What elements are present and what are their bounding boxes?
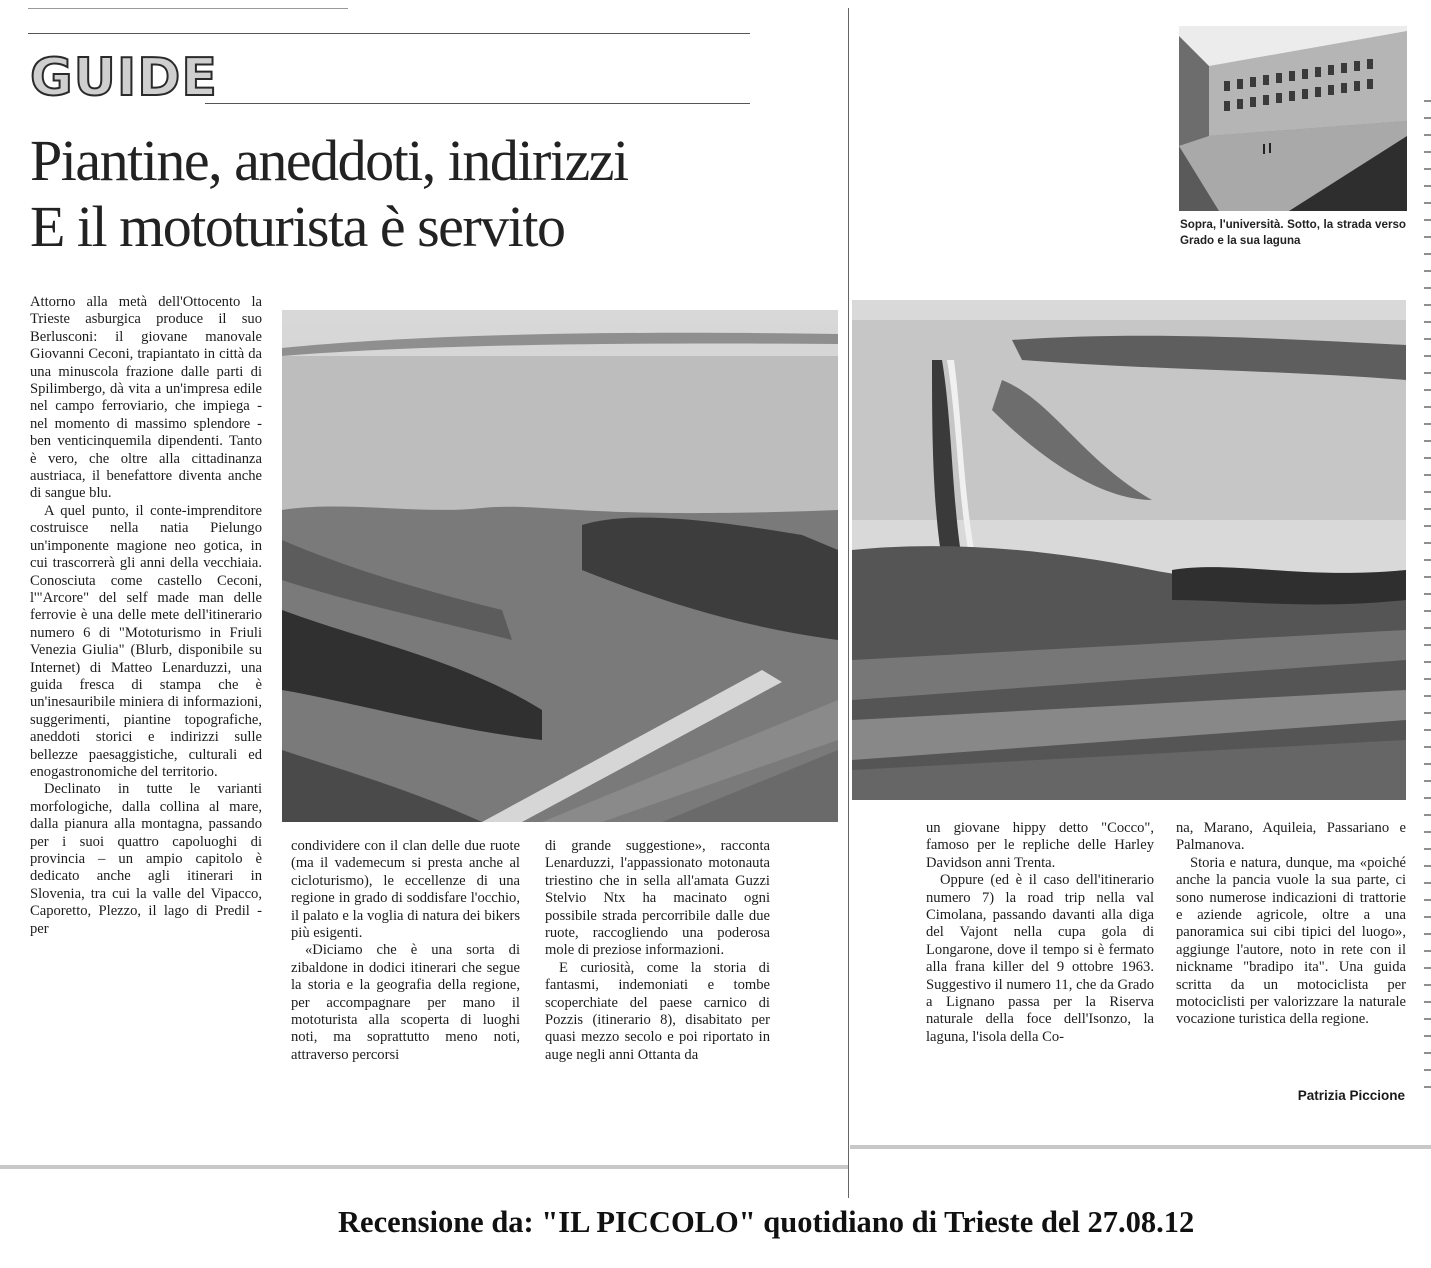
col3-paragraph-2: E curiosità, come la storia di fantasmi, indemoniati e tombe scoperchiate del paese carnico di Pozzis (itinerario 8), disabitato per quasi mezzo secolo e poi riportato in auge negli anni Ottanta da [545, 959, 770, 1063]
article-column-3 [545, 838, 770, 1064]
article-column-4 [926, 820, 1154, 1046]
header-rule-top [28, 33, 750, 34]
col4-paragraph-1: un giovane hippy detto "Cocco", famoso per le repliche delle Harley Davidson anni Trenta. [926, 820, 1154, 871]
byline: Patrizia Piccione [1297, 1088, 1405, 1103]
header-rule-bottom [205, 103, 750, 104]
photo-lagoon-left [282, 310, 838, 822]
photo-lagoon-left-graphic [282, 310, 838, 822]
headline-line-2: E il mototurista è servito [30, 194, 565, 259]
col1-paragraph-1: Attorno alla metà dell'Ottocento la Trieste asburgica produce il suo Berlusconi: il giovane manovale Giovanni Ceconi, trapiantato in città da una minuscola frazione dalle parti di Spilimbergo, dà vita a un'impresa edile nel campo ferroviario, che impiega - nel momento di massimo splendore - ben venticinquemila dipendenti. Tanto è vero, che oltre alla cittadinanza austriaca, il benefattore diventa anche di sangue blu. [30, 294, 262, 502]
photo-caption: Sopra, l'università. Sotto, la strada verso Grado e la sua laguna [1180, 218, 1406, 247]
photo-lagoon-right [852, 300, 1406, 800]
col3-paragraph-1: di grande suggestione», racconta Lenarduzzi, l'appassionato motonauta triestino che in sella all'amata Guzzi Stelvio Ntx ha macinato ogni possibile strada percorribile dalle due ruote, raccogliendo una poderosa mole di preziose informazioni. [545, 838, 770, 959]
photo-university-graphic [1179, 26, 1407, 211]
review-source-footer: Recensione da: "IL PICCOLO" quotidiano di Trieste del 27.08.12 [338, 1205, 1195, 1239]
col1-paragraph-3: Declinato in tutte le varianti morfologiche, dalla collina al mare, dalla pianura alla montagna, passando per i suoi quattro capoluoghi di provincia – un ampio capitolo è dedicato anche agli itinerari in Slovenia, tra cui la valle del Vipacco, Caporetto, Plezzo, il lago di Predil - per [30, 781, 262, 937]
bottom-rule-left [0, 1165, 848, 1169]
article-column-2 [291, 838, 520, 1064]
col4-paragraph-2: Oppure (ed è il caso dell'itinerario numero 7) la road trip nella val Cimolana, passando davanti alla diga del Vajont nella cupa gola di Longarone, dove il tempo si è fermato alla frana killer del 9 ottobre 1963. Suggestivo il numero 11, che da Grado a Lignano passa per la Riserva naturale della foce dell'Isonzo, la laguna, l'isola della Co- [926, 872, 1154, 1045]
top-rule-left [28, 8, 348, 9]
headline [30, 128, 810, 260]
photo-university [1179, 26, 1407, 211]
photo-lagoon-right-graphic [852, 300, 1406, 800]
page-fold-line [848, 8, 849, 1198]
headline-line-1: Piantine, aneddoti, indirizzi [30, 128, 628, 193]
bottom-rule-right [850, 1145, 1431, 1149]
col2-paragraph-1: condividere con il clan delle due ruote (ma il vademecum si presta anche al cicloturismo), le eccellenze di una regione in grado di soddisfare l'occhio, il palato e la voglia di natura dei bikers più esigenti. [291, 838, 520, 942]
adjacent-column-edge [1424, 100, 1431, 1100]
article-column-1 [30, 294, 262, 938]
col5-paragraph-2: Storia e natura, dunque, ma «poiché anche la pancia vuole la sua parte, ci sono numerose indicazioni di trattorie e aziende agricole, oltre a una panoramica sui cibi tipici del luogo», aggiunge l'autore, noto in rete con il nickname "bradipo ita". Una guida scritta da un motociclista per motociclisti per valorizzare la naturale vocazione turistica della regione. [1176, 854, 1406, 1028]
section-label: GUIDE [30, 48, 218, 108]
article-column-5 [1176, 820, 1406, 1029]
col2-paragraph-2: «Diciamo che è una sorta di zibaldone in dodici itinerari che segue la storia e la geografia della regione, per accompagnare per mano il mototurista alla scoperta di luoghi noti, ma soprattutto meno noti, attraverso percorsi [291, 942, 520, 1063]
col1-paragraph-2: A quel punto, il conte-imprenditore costruisce nella natia Pielungo un'imponente magione neo gotica, in cui trascorrerà gli anni della vecchiaia. Conosciuta come castello Ceconi, l'"Arcore" del self made man delle ferrovie è una delle mete dell'itinerario numero 6 di "Mototurismo in Friuli Venezia Giulia" (Blurb, disponibile su Internet) di Matteo Lenarduzzi, una guida fresca di stampa che è un'inesauribile miniera di informazioni, suggerimenti, piantine topografiche, aneddoti storici e indirizzi sulle bellezze paesaggistiche, culturali ed enogastronomiche del territorio. [30, 502, 262, 780]
col5-paragraph-1: na, Marano, Aquileia, Passariano e Palmanova. [1176, 820, 1406, 854]
